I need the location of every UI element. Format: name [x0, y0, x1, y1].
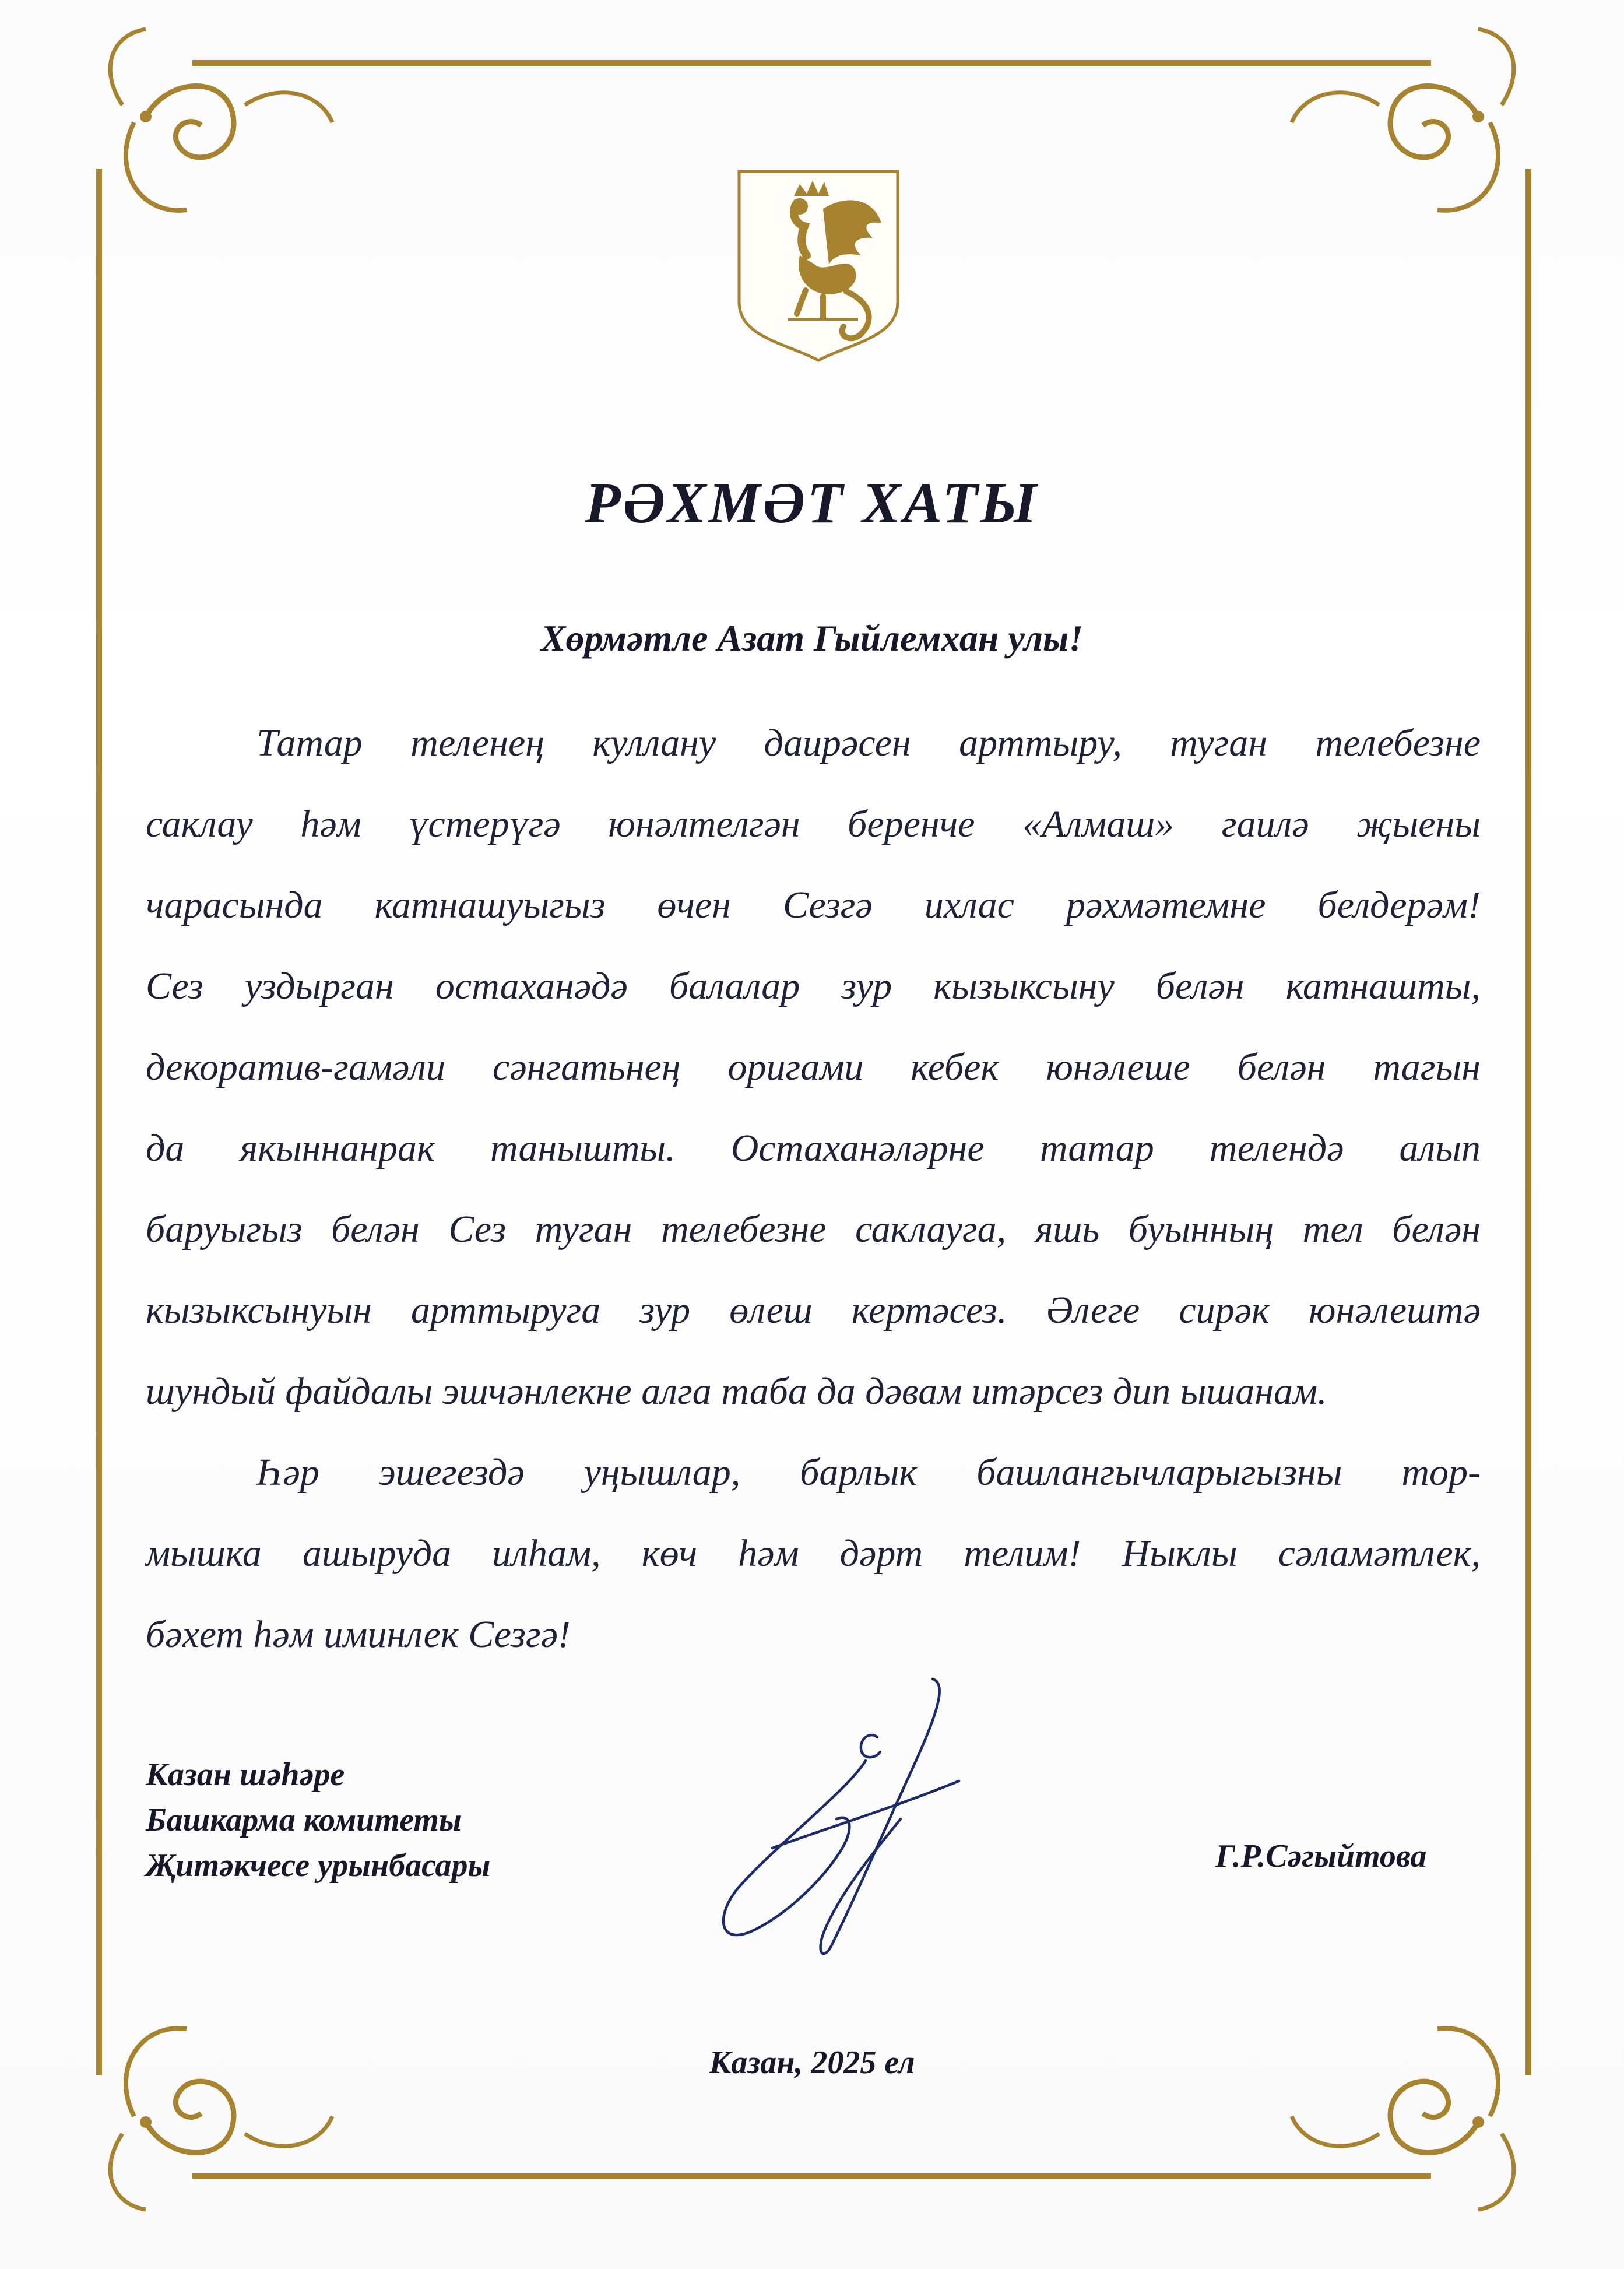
body-line: да якыннанрак танышты. Остаханәләрне татар телендә алып — [146, 1127, 1481, 1169]
letter-body — [146, 703, 1481, 1675]
body-line: Татар теленең куллану даирәсен арттыру, туган телебезне — [256, 722, 1481, 764]
body-line: чарасында катнашуыгыз өчен Сезгә ихлас рәхмәтемне белдерәм! — [146, 884, 1481, 926]
body-line: Сез уздырган остаханәдә балалар зур кызыксыну белән катнашты, — [146, 965, 1481, 1007]
letter-title: РӘХМӘТ ХАТЫ — [585, 470, 1039, 535]
body-line: бәхет һәм иминлек Сезгә! — [146, 1613, 571, 1656]
body-line: мышка ашыруда илһам, көч һәм дәрт телим! Ныклы сәламәтлек, — [146, 1532, 1481, 1575]
body-line: декоратив-гамәли сәнгатьнең оригами кебек юнәлеше белән тагын — [146, 1046, 1481, 1088]
signatory-position-line: Җитәкчесе урынбасары — [146, 1847, 491, 1884]
body-line: Һәр эшегездә уңышлар, барлык башлангычларыгызны тор- — [256, 1451, 1481, 1494]
body-line: баруыгыз белән Сез туган телебезне саклауга, яшь буынның тел белән — [146, 1208, 1481, 1251]
signatory-position-line: Башкарма комитеты — [146, 1802, 462, 1838]
body-line: саклау һәм үстерүгә юнәлтелгән беренче «Алмаш» гаилә җыены — [146, 803, 1481, 845]
salutation: Хөрмәтле Азат Гыйлемхан улы! — [540, 617, 1084, 659]
signatory-position — [146, 1752, 490, 1888]
body-line: кызыксынуын арттыруга зур өлеш кертәсез. Әлеге сирәк юнәлештә — [146, 1289, 1481, 1332]
kazan-coat-of-arms-icon — [736, 168, 901, 364]
scroll-ornament-icon — [110, 29, 332, 210]
scroll-ornament-icon — [1292, 29, 1514, 210]
body-line: шундый файдалы эшчәнлекне алга таба да дәвам итәрсез дип ышанам. — [146, 1370, 1327, 1413]
signatory-name: Г.Р.Сәгыйтова — [1215, 1838, 1427, 1874]
place-and-year: Казан, 2025 ел — [709, 2045, 915, 2081]
signatory-position-line: Казан шәһәре — [146, 1757, 345, 1793]
handwritten-signature — [702, 1673, 965, 1976]
